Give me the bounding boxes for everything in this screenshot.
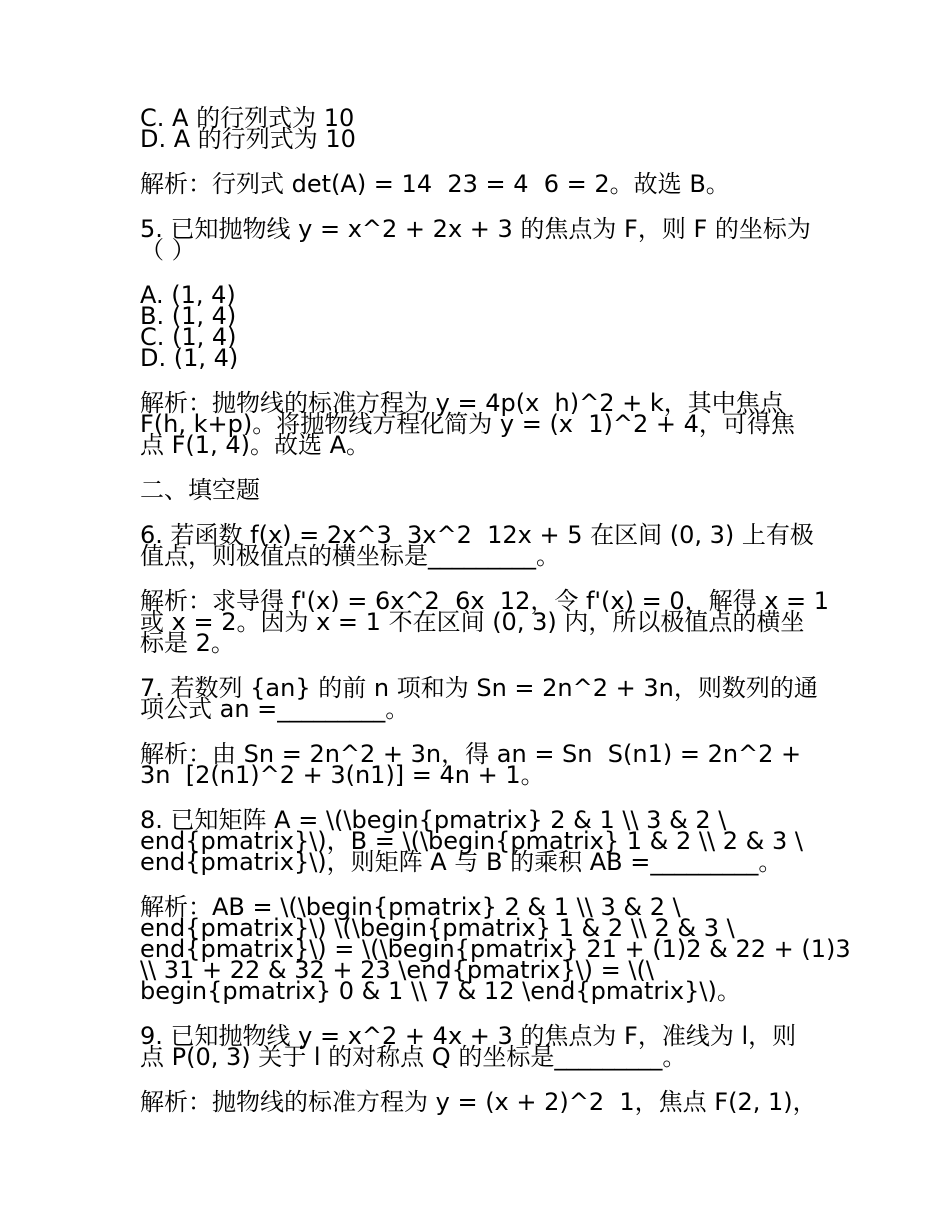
question-text: 5. 已知抛物线 y = x^2 + 2x + 3 的焦点为 F，则 F 的坐标为 [140,215,811,243]
analysis-text: begin{pmatrix} 0 & 1 \\ 7 & 12 \end{pmatrix}\)。 [140,977,741,1005]
question-text: 6. 若函数 f(x) = 2x^3 3x^2 12x + 5 在区间 (0, 3) 上有极 [140,521,814,549]
analysis-text: 解析：抛物线的标准方程为 y = 4p(x h)^2 + k，其中焦点 [140,389,784,417]
question-text: （ ） [140,236,196,264]
analysis-text: 3n [2(n1)^2 + 3(n1)] = 4n + 1。 [140,761,545,789]
question-text: 值点，则极值点的横坐标是_________。 [140,542,560,570]
analysis-text: end{pmatrix}\) = \(\begin{pmatrix} 21 + (1)2 & 22 + (1)3 [140,935,851,963]
question-text: 7. 若数列 {an} 的前 n 项和为 Sn = 2n^2 + 3n，则数列的通 [140,674,818,702]
analysis-text: 解析：求导得 f'(x) = 6x^2 6x 12，令 f'(x) = 0，解得 x = 1 [140,587,830,615]
analysis-text: F(h, k+p)。将抛物线方程化简为 y = (x 1)^2 + 4，可得焦 [140,410,795,438]
question-9 [140,1022,820,1071]
analysis-text: 或 x = 2。因为 x = 1 不在区间 (0, 3) 内，所以极值点的横坐 [140,608,805,636]
question-text: 9. 已知抛物线 y = x^2 + 4x + 3 的焦点为 F，准线为 l，则 [140,1022,797,1050]
question-text: end{pmatrix}\)，则矩阵 A 与 B 的乘积 AB =_________。 [140,848,783,876]
analysis-text: 解析：AB = \(\begin{pmatrix} 2 & 1 \\ 3 & 2 \ [140,893,681,921]
option-c: C. A 的行列式为 10 [140,104,355,132]
question-text: 8. 已知矩阵 A = \(\begin{pmatrix} 2 & 1 \\ 3 & 2 \ [140,806,727,834]
q7-analysis [140,740,820,789]
q9-analysis [140,1088,820,1116]
option-d: D. A 的行列式为 10 [140,125,356,153]
analysis-text: 点 F(1, 4)。故选 A。 [140,431,371,459]
analysis-text: \\ 31 + 22 & 32 + 23 \end{pmatrix}\) = \(\ [140,956,654,984]
option-c: C. (1, 4) [140,323,237,351]
analysis-text: 解析：抛物线的标准方程为 y = (x + 2)^2 1，焦点 F(2, 1)， [140,1088,817,1116]
analysis-text: 解析：由 Sn = 2n^2 + 3n，得 an = Sn S(n1) = 2n^2 + [140,740,802,768]
question-5 [140,215,820,264]
question-text: end{pmatrix}\)，B = \(\begin{pmatrix} 1 & 2 \\ 2 & 3 \ [140,827,803,855]
q4-analysis: 解析：行列式 det(A) = 14 23 = 4 6 = 2。故选 B。 [140,170,730,198]
question-text: 项公式 an =_________。 [140,695,410,723]
option-a: A. (1, 4) [140,281,236,309]
document-page [140,104,851,1116]
q5-options [140,281,820,372]
question-text: 点 P(0, 3) 关于 l 的对称点 Q 的坐标是_________。 [140,1043,687,1071]
question-6 [140,521,820,570]
analysis-text: end{pmatrix}\) \(\begin{pmatrix} 1 & 2 \\ 2 & 3 \ [140,914,735,942]
question-8 [140,806,820,876]
question-7 [140,674,820,723]
q8-analysis [140,893,851,1005]
analysis-text: 标是 2。 [140,629,235,657]
q5-analysis [140,389,820,459]
section-heading: 二、填空题 [140,476,260,504]
q6-analysis [140,587,830,657]
option-b: B. (1, 4) [140,302,237,330]
q4-options [140,104,820,153]
option-d: D. (1, 4) [140,344,239,372]
